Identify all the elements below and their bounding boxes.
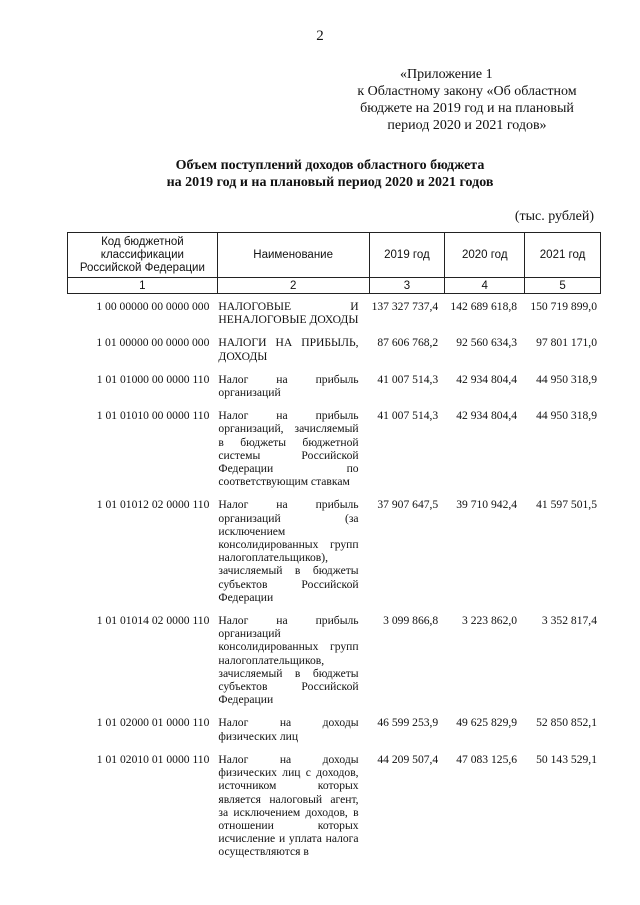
value-2020: 92 560 634,3 [456, 336, 518, 350]
budget-code: 1 01 01000 00 0000 110 [96, 372, 210, 386]
table-row [67, 373, 601, 409]
appendix-line: к Областному закону «Об областном [357, 84, 577, 99]
column-number: 4 [445, 278, 525, 294]
value-2020: 42 934 804,4 [456, 372, 518, 386]
header-row [68, 233, 601, 278]
value-2019: 3 099 866,8 [383, 614, 439, 628]
appendix-line: период 2020 и 2021 годов» [387, 118, 547, 133]
budget-code: 1 01 00000 00 0000 000 [96, 336, 210, 350]
column-number: 1 [68, 278, 218, 294]
table-row [67, 753, 601, 869]
header-code: Код бюджетной классификации Российской Федерации [68, 233, 218, 278]
value-2019: 41 007 514,3 [377, 372, 439, 386]
budget-code: 1 01 01010 00 0000 110 [96, 409, 210, 423]
table-row [67, 614, 601, 716]
appendix-line: бюджете на 2019 год и на плановый [360, 101, 574, 116]
value-2021: 150 719 899,0 [530, 300, 597, 313]
column-number: 3 [369, 278, 445, 294]
revenue-name: Налог на прибыль организаций консолидированных групп налогоплательщиков, зачисляемый в бюджеты субъектов Российской Федерации [218, 614, 359, 707]
table-row [67, 716, 601, 752]
revenue-name: НАЛОГОВЫЕ И НЕНАЛОГОВЫЕ ДОХОДЫ [218, 300, 359, 327]
table-row [67, 300, 601, 336]
revenue-name: Налог на прибыль организаций, зачисляемый в бюджеты бюджетной системы Российской Федерации по соответствующим ставкам [218, 409, 359, 489]
revenue-name: Налог на доходы физических лиц [218, 716, 359, 743]
value-2019: 137 327 737,4 [371, 300, 439, 313]
value-2020: 42 934 804,4 [456, 409, 518, 423]
value-2021: 50 143 529,1 [536, 752, 597, 766]
units-note: (тыс. рублей) [514, 209, 594, 224]
header-2020: 2020 год [445, 233, 525, 278]
budget-code: 1 01 02000 01 0000 110 [96, 716, 210, 730]
budget-code: 1 01 01012 02 0000 110 [96, 498, 210, 512]
column-number-row [68, 278, 601, 294]
table-row [67, 498, 601, 614]
document-title [60, 157, 600, 191]
appendix-line: «Приложение 1 [400, 67, 493, 82]
revenue-name: Налог на прибыль организаций [218, 372, 359, 400]
value-2019: 37 907 647,5 [377, 498, 439, 512]
column-number: 2 [217, 278, 369, 294]
budget-code: 1 01 01014 02 0000 110 [96, 614, 210, 628]
value-2020: 49 625 829,9 [456, 716, 518, 730]
revenue-name: Налог на прибыль организаций (за исключением консолидированных групп налогоплательщиков), зачисляемый в бюджеты субъектов Российской Федерации [218, 498, 359, 604]
value-2021: 44 950 318,9 [536, 409, 597, 423]
title-line: Объем поступлений доходов областного бюджета [175, 158, 485, 173]
title-line: на 2019 год и на плановый период 2020 и 2021 годов [166, 175, 494, 190]
value-2019: 87 606 768,2 [377, 336, 439, 350]
revenue-name: Налог на доходы физических лиц с доходов, источником которых является налоговый агент, за исключением доходов, в отношении которых исчисление и уплата налога осуществляются в [218, 752, 359, 859]
table-row [67, 336, 601, 372]
value-2019: 46 599 253,9 [377, 716, 439, 730]
value-2019: 44 209 507,4 [377, 752, 439, 766]
value-2021: 97 801 171,0 [536, 336, 597, 350]
budget-code: 1 00 00000 00 0000 000 [96, 300, 210, 313]
header-name: Наименование [217, 233, 369, 278]
value-2021: 44 950 318,9 [536, 372, 597, 386]
column-number: 5 [525, 278, 601, 294]
budget-code: 1 01 02010 01 0000 110 [96, 752, 210, 766]
value-2020: 142 689 618,8 [450, 300, 518, 313]
value-2020: 3 223 862,0 [462, 614, 518, 628]
value-2021: 3 352 817,4 [541, 614, 597, 628]
page-number: 2 [316, 28, 324, 44]
value-2020: 39 710 942,4 [456, 498, 518, 512]
value-2020: 47 083 125,6 [456, 752, 518, 766]
value-2019: 41 007 514,3 [377, 409, 439, 423]
revenue-table [67, 300, 601, 869]
revenue-name: НАЛОГИ НА ПРИБЫЛЬ, ДОХОДЫ [218, 336, 359, 363]
header-2021: 2021 год [525, 233, 601, 278]
header-2019: 2019 год [369, 233, 445, 278]
appendix-note [338, 66, 596, 134]
value-2021: 41 597 501,5 [536, 498, 597, 512]
table-row [67, 409, 601, 498]
table-header [67, 232, 601, 294]
value-2021: 52 850 852,1 [536, 716, 597, 730]
